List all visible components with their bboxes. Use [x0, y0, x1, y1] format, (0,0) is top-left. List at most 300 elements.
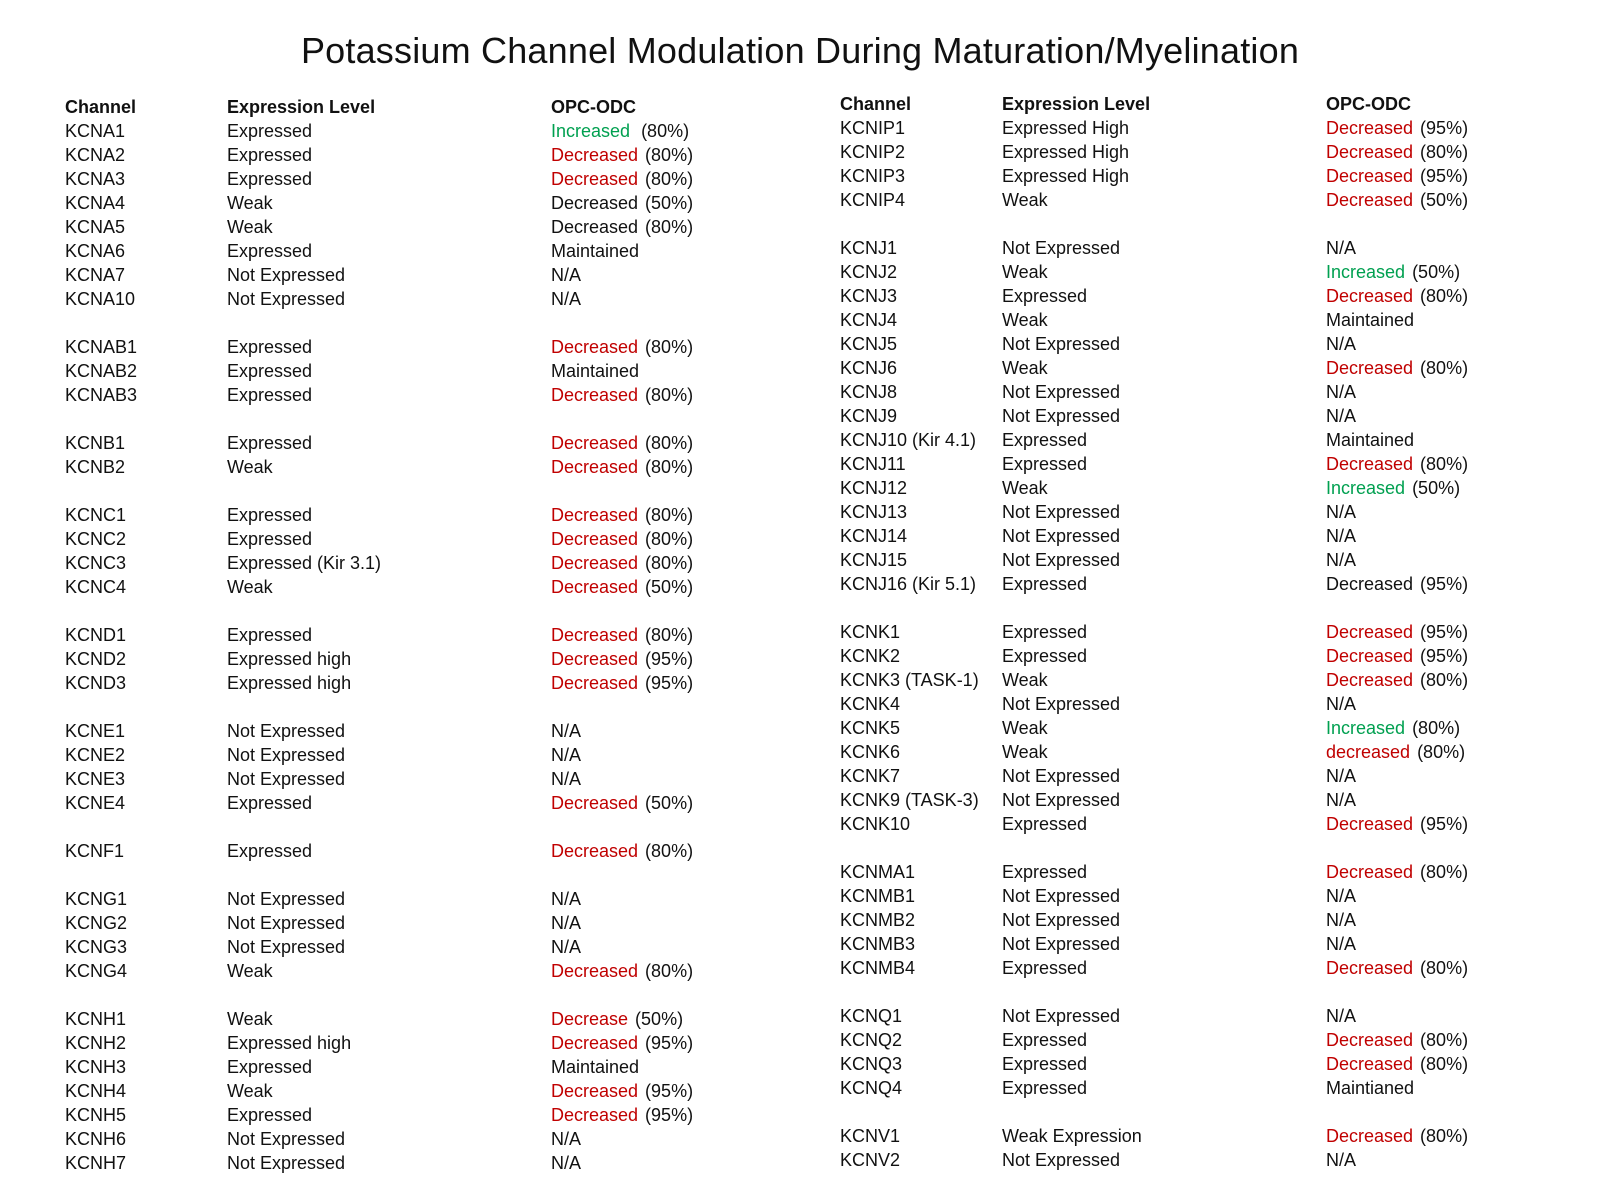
change-percent: (50%)	[1407, 262, 1461, 282]
expression-level: Expressed	[227, 433, 313, 453]
change-status: Maintained	[1326, 430, 1415, 450]
expression-level: Not Expressed	[227, 721, 346, 741]
channel-name: KCNQ4	[840, 1078, 903, 1098]
expression-level: Expressed High	[1002, 118, 1130, 138]
expression-level: Expressed	[227, 169, 313, 189]
expression-level: Weak	[1002, 310, 1048, 330]
expression-level: Not Expressed	[227, 769, 346, 789]
table-row	[0, 812, 1600, 836]
change-percent: (80%)	[1415, 142, 1469, 162]
change-percent: (50%)	[640, 577, 694, 597]
channel-name: KCNQ3	[840, 1054, 903, 1074]
channel-name: KCNJ8	[840, 382, 898, 402]
change-status: N/A	[551, 289, 582, 309]
opc-odc-change	[1326, 716, 1460, 740]
change-status: N/A	[551, 889, 582, 909]
table-row	[0, 1028, 1600, 1052]
expression-level: Weak	[1002, 358, 1048, 378]
change-status: Increased	[551, 121, 631, 141]
change-status: Maintained	[551, 1057, 640, 1077]
opc-odc-change	[1326, 932, 1356, 956]
change-status: N/A	[1326, 1006, 1357, 1026]
expression-level: Not Expressed	[1002, 550, 1121, 570]
change-status: Maintained	[1326, 310, 1415, 330]
expression-level: Weak	[1002, 670, 1048, 690]
opc-odc-change	[1326, 500, 1356, 524]
change-status: N/A	[1326, 910, 1357, 930]
channel-name: KCNH7	[65, 1153, 127, 1173]
page-title: Potassium Channel Modulation During Maturation/Myelination	[300, 30, 1300, 71]
table-row	[0, 932, 1600, 956]
header-expression: Expression Level	[1002, 94, 1151, 114]
change-status: Decreased	[551, 841, 639, 861]
channel-name: KCNA10	[65, 289, 136, 309]
change-status: N/A	[1326, 550, 1357, 570]
table-row	[0, 668, 1600, 692]
opc-odc-change	[1326, 572, 1468, 596]
expression-level: Weak	[227, 217, 273, 237]
change-percent: (50%)	[640, 793, 694, 813]
expression-level: Weak	[227, 1081, 273, 1101]
change-status: Decreased	[1326, 118, 1414, 138]
channel-name: KCNH5	[65, 1105, 127, 1125]
channel-name: KCNE4	[65, 793, 126, 813]
change-status: Decreased	[551, 1081, 639, 1101]
table-row	[0, 572, 1600, 596]
change-status: N/A	[1326, 886, 1357, 906]
opc-odc-change	[1326, 860, 1468, 884]
table-row	[0, 860, 1600, 884]
channel-name: KCNA1	[65, 121, 126, 141]
change-status: decreased	[1326, 742, 1411, 762]
channel-name: KCNJ5	[840, 334, 898, 354]
expression-level: Not Expressed	[227, 265, 346, 285]
expression-level: Weak	[1002, 742, 1048, 762]
change-status: Maintianed	[1326, 1078, 1415, 1098]
change-status: N/A	[1326, 934, 1357, 954]
channel-name: KCNMB1	[840, 886, 916, 906]
change-percent: (80%)	[640, 217, 694, 237]
channel-name: KCNIP4	[840, 190, 906, 210]
expression-level: Expressed	[227, 361, 313, 381]
expression-level: Expressed	[227, 529, 313, 549]
channel-name: KCNJ11	[840, 454, 906, 474]
change-status: Decreased	[1326, 1054, 1414, 1074]
expression-level: Not Expressed	[227, 889, 346, 909]
change-status: Decrease	[551, 1009, 629, 1029]
opc-odc-change	[1326, 644, 1468, 668]
expression-level: Not Expressed	[1002, 934, 1121, 954]
opc-odc-change	[1326, 908, 1356, 932]
change-percent: (80%)	[1415, 958, 1469, 978]
opc-odc-change	[1326, 620, 1468, 644]
channel-name: KCNJ3	[840, 286, 898, 306]
table-row	[0, 620, 1600, 644]
channel-name: KCNA5	[65, 217, 126, 237]
change-status: Decreased	[551, 649, 639, 669]
change-percent: (80%)	[1415, 358, 1469, 378]
channel-name: KCNIP1	[840, 118, 906, 138]
change-percent: (80%)	[640, 385, 694, 405]
table-row	[0, 1148, 1600, 1172]
channel-name: KCNB2	[65, 457, 126, 477]
table-row	[0, 956, 1600, 980]
table-row	[0, 404, 1600, 428]
channel-name: KCNF1	[65, 841, 125, 861]
table-row	[0, 884, 1600, 908]
table-row	[0, 1124, 1600, 1148]
change-status: Decreased	[551, 673, 639, 693]
expression-level: Not Expressed	[227, 289, 346, 309]
opc-odc-change	[1326, 812, 1468, 836]
expression-level: Weak	[1002, 262, 1048, 282]
channel-name: KCNC4	[65, 577, 127, 597]
change-status: Decreased	[1326, 862, 1414, 882]
opc-odc-change	[1326, 956, 1468, 980]
change-percent: (95%)	[640, 649, 694, 669]
table-row	[0, 260, 1600, 284]
channel-name: KCNK1	[840, 622, 901, 642]
channel-name: KCNH2	[65, 1033, 127, 1053]
channel-name: KCNJ6	[840, 358, 898, 378]
table-row	[0, 452, 1600, 476]
expression-level: Weak	[227, 1009, 273, 1029]
change-status: Decreased	[551, 217, 639, 237]
channel-name: KCND3	[65, 673, 127, 693]
channel-name: KCNG1	[65, 889, 128, 909]
change-status: N/A	[1326, 238, 1357, 258]
change-status: Decreased	[551, 553, 639, 573]
change-percent: (95%)	[640, 1081, 694, 1101]
expression-level: Not Expressed	[1002, 1006, 1121, 1026]
expression-level: Expressed	[227, 385, 313, 405]
table-row	[0, 356, 1600, 380]
change-status: Decreased	[1326, 1030, 1414, 1050]
change-percent: (80%)	[1415, 1126, 1469, 1146]
expression-level: Expressed	[1002, 1054, 1088, 1074]
table-row	[0, 476, 1600, 500]
header-channel: Channel	[840, 94, 912, 114]
expression-level: Expressed	[227, 241, 313, 261]
expression-level: Expressed high	[227, 1033, 352, 1053]
change-percent: (80%)	[640, 169, 694, 189]
opc-odc-change	[1326, 692, 1356, 716]
channel-name: KCNG2	[65, 913, 128, 933]
channel-name: KCNH3	[65, 1057, 127, 1077]
channel-name: KCND1	[65, 625, 127, 645]
expression-level: Expressed	[227, 625, 313, 645]
expression-level: Expressed	[227, 145, 313, 165]
channel-name: KCNIP2	[840, 142, 906, 162]
change-status: N/A	[1326, 406, 1357, 426]
table-row	[0, 428, 1600, 452]
opc-odc-change	[1326, 1076, 1414, 1100]
channel-name: KCNAB2	[65, 361, 138, 381]
channel-name: KCNK7	[840, 766, 901, 786]
channel-name: KCNB1	[65, 433, 126, 453]
expression-level: Not Expressed	[1002, 886, 1121, 906]
change-percent: (80%)	[1415, 1030, 1469, 1050]
channel-name: KCNK2	[840, 646, 901, 666]
channel-name: KCNA6	[65, 241, 126, 261]
change-status: Decreased	[1326, 166, 1414, 186]
change-status: Decreased	[551, 385, 639, 405]
channel-name: KCNAB3	[65, 385, 138, 405]
table-row	[0, 332, 1600, 356]
expression-level: Expressed	[227, 505, 313, 525]
expression-level: Expressed	[227, 337, 313, 357]
expression-level: Weak Expression	[1002, 1126, 1142, 1146]
change-status: N/A	[551, 913, 582, 933]
header-expression: Expression Level	[227, 97, 376, 117]
channel-name: KCNA7	[65, 265, 126, 285]
change-status: Decreased	[551, 1033, 639, 1053]
change-status: Decreased	[551, 793, 639, 813]
header-opc-odc: OPC-ODC	[1326, 94, 1411, 114]
expression-level: Not Expressed	[1002, 502, 1121, 522]
opc-odc-change	[1326, 740, 1465, 764]
change-status: Decreased	[551, 337, 639, 357]
opc-odc-change	[1326, 116, 1468, 140]
opc-odc-change	[1326, 140, 1468, 164]
opc-odc-change	[1326, 164, 1468, 188]
channel-name: KCNE2	[65, 745, 126, 765]
change-percent: (95%)	[1415, 118, 1469, 138]
table-row	[0, 524, 1600, 548]
channel-name: KCNE1	[65, 721, 126, 741]
expression-level: Expressed	[1002, 430, 1088, 450]
change-percent: (80%)	[640, 841, 694, 861]
opc-odc-change	[1326, 380, 1356, 404]
table-row	[0, 908, 1600, 932]
channel-name: KCNG3	[65, 937, 128, 957]
channel-name: KCNK6	[840, 742, 901, 762]
expression-level: Expressed	[1002, 814, 1088, 834]
expression-level: Weak	[227, 457, 273, 477]
change-percent: (80%)	[1412, 742, 1466, 762]
channel-name: KCNC2	[65, 529, 127, 549]
table-row	[0, 308, 1600, 332]
change-status: Decreased	[551, 577, 639, 597]
expression-level: Expressed high	[227, 673, 352, 693]
change-percent: (80%)	[1415, 670, 1469, 690]
change-percent: (50%)	[640, 193, 694, 213]
expression-level: Weak	[1002, 190, 1048, 210]
change-percent: (80%)	[1415, 454, 1469, 474]
channel-name: KCNJ4	[840, 310, 898, 330]
change-percent: (80%)	[640, 337, 694, 357]
change-percent: (80%)	[640, 553, 694, 573]
change-status: N/A	[551, 265, 582, 285]
opc-odc-change	[1326, 428, 1414, 452]
channel-name: KCNAB1	[65, 337, 138, 357]
change-percent: (95%)	[640, 1105, 694, 1125]
change-percent: (80%)	[1415, 1054, 1469, 1074]
table-row	[0, 644, 1600, 668]
channel-name: KCNJ1	[840, 238, 898, 258]
expression-level: Expressed high	[227, 649, 352, 669]
change-percent: (95%)	[1415, 574, 1469, 594]
table-row	[0, 140, 1600, 164]
expression-level: Expressed	[1002, 958, 1088, 978]
expression-level: Expressed	[1002, 574, 1088, 594]
change-status: N/A	[1326, 790, 1357, 810]
channel-name: KCNIP3	[840, 166, 906, 186]
change-status: N/A	[1326, 526, 1357, 546]
opc-odc-change	[1326, 788, 1356, 812]
expression-level: Not Expressed	[1002, 382, 1121, 402]
expression-level: Not Expressed	[1002, 334, 1121, 354]
change-percent: (95%)	[1415, 622, 1469, 642]
channel-name: KCNMB3	[840, 934, 916, 954]
expression-level: Expressed	[1002, 862, 1088, 882]
change-status: N/A	[1326, 1150, 1357, 1170]
table-row	[0, 236, 1600, 260]
header-channel: Channel	[65, 97, 137, 117]
change-status: Decreased	[551, 433, 639, 453]
change-percent: (95%)	[640, 673, 694, 693]
table-row	[0, 1076, 1600, 1100]
table-row	[0, 716, 1600, 740]
opc-odc-change	[1326, 308, 1414, 332]
opc-odc-change	[1326, 356, 1468, 380]
expression-level: Not Expressed	[1002, 526, 1121, 546]
expression-level: Expressed	[1002, 1078, 1088, 1098]
change-status: Decreased	[1326, 622, 1414, 642]
change-status: Decreased	[1326, 190, 1414, 210]
change-status: Decreased	[551, 625, 639, 645]
channel-name: KCNG4	[65, 961, 128, 981]
expression-level: Expressed	[227, 793, 313, 813]
change-percent: (50%)	[1415, 190, 1469, 210]
change-status: N/A	[551, 769, 582, 789]
change-status: N/A	[1326, 502, 1357, 522]
change-percent: (80%)	[640, 625, 694, 645]
expression-level: Not Expressed	[1002, 910, 1121, 930]
expression-level: Expressed	[227, 121, 313, 141]
channel-name: KCNK10	[840, 814, 911, 834]
change-status: Decreased	[551, 1105, 639, 1125]
channel-name: KCNH6	[65, 1129, 127, 1149]
channel-name: KCNA3	[65, 169, 126, 189]
channel-name: KCNH1	[65, 1009, 127, 1029]
change-percent: (95%)	[1415, 814, 1469, 834]
expression-level: Weak	[227, 193, 273, 213]
channel-name: KCNMA1	[840, 862, 916, 882]
change-status: Decreased	[1326, 358, 1414, 378]
change-status: Decreased	[1326, 646, 1414, 666]
expression-level: Not Expressed	[227, 937, 346, 957]
change-status: N/A	[551, 745, 582, 765]
table-row	[0, 1052, 1600, 1076]
channel-name: KCNJ9	[840, 406, 898, 426]
change-status: Decreased	[1326, 814, 1414, 834]
expression-level: Weak	[227, 577, 273, 597]
change-percent: (50%)	[1407, 478, 1461, 498]
expression-level: Not Expressed	[227, 745, 346, 765]
channel-name: KCNMB4	[840, 958, 916, 978]
channel-name: KCNK4	[840, 694, 901, 714]
opc-odc-change	[1326, 188, 1468, 212]
change-status: Increased	[1326, 262, 1406, 282]
opc-odc-change	[1326, 332, 1356, 356]
change-status: N/A	[1326, 694, 1357, 714]
expression-level: Not Expressed	[1002, 406, 1121, 426]
expression-level: Expressed	[1002, 454, 1088, 474]
expression-level: Expressed	[1002, 646, 1088, 666]
channel-name: KCNA2	[65, 145, 126, 165]
table-row	[0, 188, 1600, 212]
opc-odc-change	[1326, 1004, 1356, 1028]
change-status: Decreased	[551, 193, 639, 213]
opc-odc-change	[1326, 404, 1356, 428]
change-status: N/A	[551, 1129, 582, 1149]
change-percent: (80%)	[640, 505, 694, 525]
table-row	[0, 548, 1600, 572]
expression-level: Expressed	[1002, 622, 1088, 642]
opc-odc-change	[1326, 1148, 1356, 1172]
channel-name: KCNV2	[840, 1150, 901, 1170]
expression-level: Not Expressed	[227, 1129, 346, 1149]
table-row	[0, 740, 1600, 764]
change-status: Decreased	[551, 529, 639, 549]
opc-odc-change	[1326, 1052, 1468, 1076]
expression-level: Expressed	[1002, 1030, 1088, 1050]
table-row	[0, 164, 1600, 188]
change-percent: (50%)	[630, 1009, 684, 1029]
opc-odc-change	[1326, 548, 1356, 572]
change-status: N/A	[551, 721, 582, 741]
expression-level: Expressed High	[1002, 166, 1130, 186]
expression-level: Not Expressed	[1002, 790, 1121, 810]
change-percent: (80%)	[640, 529, 694, 549]
change-status: Decreased	[1326, 286, 1414, 306]
change-percent: (95%)	[640, 1033, 694, 1053]
expression-level: Weak	[1002, 478, 1048, 498]
change-status: Decreased	[1326, 142, 1414, 162]
channel-name: KCNC1	[65, 505, 127, 525]
change-percent: (80%)	[640, 961, 694, 981]
channel-name: KCNJ10 (Kir 4.1)	[840, 430, 977, 450]
channel-name: KCNMB2	[840, 910, 916, 930]
table-row	[0, 284, 1600, 308]
channel-name: KCNQ1	[840, 1006, 903, 1026]
change-percent: (80%)	[640, 145, 694, 165]
channel-name: KCNJ2	[840, 262, 898, 282]
change-status: N/A	[1326, 382, 1357, 402]
channel-name: KCNV1	[840, 1126, 901, 1146]
channel-name: KCNJ13	[840, 502, 908, 522]
expression-level: Not Expressed	[1002, 1150, 1121, 1170]
expression-level: Not Expressed	[1002, 766, 1121, 786]
change-status: Decreased	[1326, 574, 1414, 594]
change-percent: (95%)	[1415, 646, 1469, 666]
change-status: Decreased	[551, 505, 639, 525]
opc-odc-change	[1326, 284, 1468, 308]
change-status: Decreased	[1326, 454, 1414, 474]
channel-name: KCNK5	[840, 718, 901, 738]
opc-odc-change	[1326, 452, 1468, 476]
channel-name: KCNJ15	[840, 550, 908, 570]
opc-odc-change	[1326, 260, 1460, 284]
table-row	[0, 788, 1600, 812]
table-row	[0, 380, 1600, 404]
expression-level: Not Expressed	[1002, 694, 1121, 714]
table-row	[0, 116, 1600, 140]
channel-name: KCNJ16 (Kir 5.1)	[840, 574, 977, 594]
expression-level: Expressed	[227, 1105, 313, 1125]
opc-odc-change	[1326, 1124, 1468, 1148]
